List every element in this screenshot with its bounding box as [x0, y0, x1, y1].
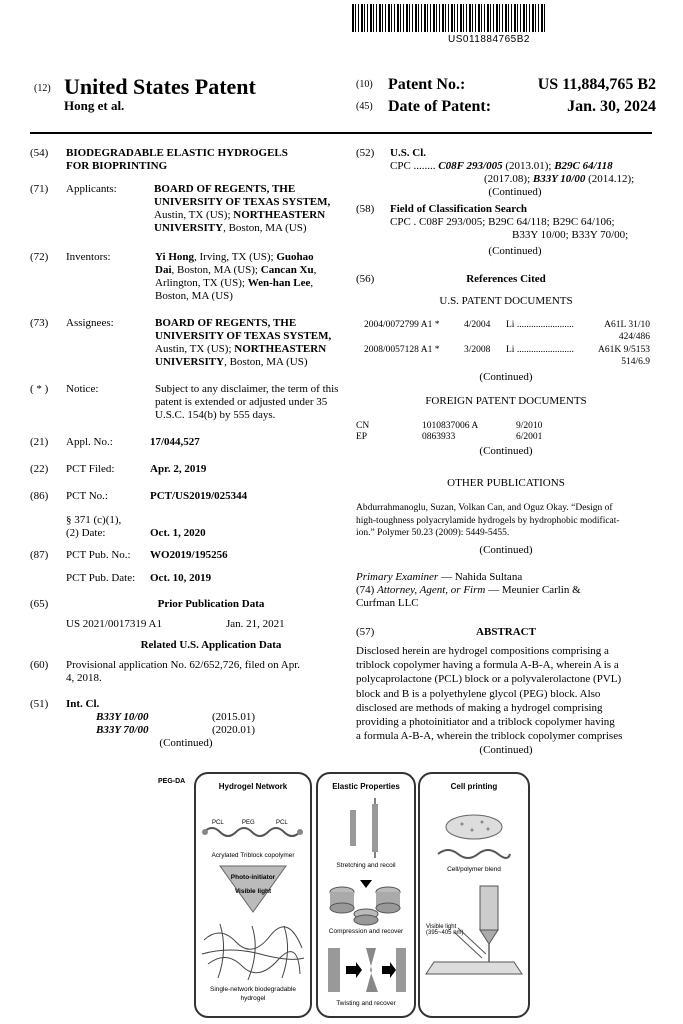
foreign-doc-number: 1010837006 A: [422, 421, 479, 431]
us-doc-class-2: 514/6.9: [621, 357, 650, 367]
applicant-line-4b: , Boston, MA (US): [223, 222, 307, 234]
int-cl-list: [96, 711, 296, 750]
provisional-value: [66, 659, 300, 685]
panel-2-title: Elastic Properties: [332, 782, 400, 791]
pct-pub-label: PCT Pub. No.:: [66, 549, 131, 561]
us-doc-name: Li ........................: [506, 320, 574, 330]
abstract-line-1: Disclosed herein are hydrogel compositions comprising a: [356, 645, 609, 657]
inv-1b: , Irving, TX (US);: [194, 251, 277, 263]
us-cl-continued: (Continued): [488, 186, 542, 198]
foreign-doc-date: 9/2010: [516, 421, 543, 431]
cpc-line-1: [390, 160, 613, 173]
agent-label: Attorney, Agent, or Firm: [377, 584, 486, 596]
code-54: (54): [30, 147, 49, 159]
int-cl-continued: (Continued): [159, 737, 213, 749]
foreign-section: [356, 395, 656, 408]
inv-3c: ,: [310, 277, 314, 289]
twist-drawing: [324, 944, 408, 996]
visible-light-2-line-2: (395~405 nm): [426, 930, 464, 936]
references-heading: References Cited: [466, 273, 546, 285]
prior-heading: Prior Publication Data: [157, 598, 265, 610]
pct-pub-date-value: Oct. 10, 2019: [150, 572, 212, 584]
foreign-continued: (Continued): [479, 445, 533, 457]
code-10: (10): [356, 79, 373, 90]
polymer-chain-drawing: [436, 846, 512, 862]
assignees-value: [155, 317, 355, 369]
cpc-date-3: (2014.12);: [585, 173, 635, 185]
applicants-label: Applicants:: [66, 183, 117, 195]
us-cl-label: U.S. Cl.: [390, 147, 427, 159]
foreign-doc-date: 6/2001: [516, 432, 543, 442]
pct-no-value: PCT/US2019/025344: [150, 490, 248, 502]
s371-line-1: § 371 (c)(1),: [66, 514, 122, 526]
other-pub-section: [356, 477, 656, 490]
panel-1-title: Hydrogel Network: [218, 782, 288, 791]
figure-panel-cell-printing: [418, 772, 530, 1018]
us-doc-class-2: 424/486: [618, 332, 650, 342]
foreign-doc-country: CN: [356, 421, 370, 431]
notice-1: Subject to any disclaimer, the term of this: [155, 383, 339, 395]
abstract-line-7: a formula A-B-A, wherein the triblock copolymer comprises: [356, 730, 623, 743]
twist-caption: Twisting and recover: [336, 1000, 396, 1007]
asg-4a: UNIVERSITY: [155, 356, 225, 368]
foreign-doc-row: [356, 431, 656, 442]
us-doc-date: 4/2004: [464, 320, 491, 330]
invention-title: [66, 147, 288, 173]
related-heading: Related U.S. Application Data: [140, 639, 282, 651]
acrylated-caption: Acrylated Triblock copolymer: [211, 852, 295, 859]
cell-blend-caption: Cell/polymer blend: [447, 866, 501, 873]
code-56: (56): [356, 273, 375, 285]
us-docs-table: [356, 319, 656, 383]
code-51: (51): [30, 698, 49, 710]
compress-caption: Compression and recover: [328, 928, 404, 935]
asg-4b: , Boston, MA (US): [224, 356, 308, 368]
patent-number-value: US 11,884,765 B2: [537, 76, 656, 93]
us-doc-class: A61K 9/5153: [598, 345, 650, 355]
inv-1a: Yi Hong: [155, 251, 195, 263]
code-22: (22): [30, 463, 49, 475]
examiner-value: — Nahida Sultana: [438, 571, 523, 583]
us-doc-date: 3/2008: [464, 345, 491, 355]
field-search-label: Field of Classification Search: [390, 203, 527, 215]
applicant-line-3b: NORTHEASTERN: [233, 209, 326, 221]
inv-2a: Dai: [155, 264, 172, 276]
foreign-heading: FOREIGN PATENT DOCUMENTS: [425, 395, 587, 407]
int-cl-1-code: B33Y 10/00: [96, 711, 149, 723]
abstract-line-4: block and B is a polyethylene glycol (PEG) block. Also: [356, 687, 601, 700]
notice-label: Notice:: [66, 383, 99, 395]
code-58: (58): [356, 203, 375, 215]
single-network-caption-1: Single-network biodegradable: [209, 986, 296, 993]
field-search-line-1: CPC . C08F 293/005; B29C 64/118; B29C 64/106;: [390, 216, 615, 228]
visible-light-2-line-1: Visible light: [426, 924, 457, 930]
barcode-number: US011884765B2: [448, 34, 530, 45]
code-65: (65): [30, 598, 49, 610]
inv-3b: Wen-han Lee: [247, 277, 311, 289]
appl-value: 17/044,527: [150, 436, 200, 448]
abstract-heading: ABSTRACT: [476, 626, 536, 638]
us-doc-pub: 2008/0057128 A1 *: [364, 345, 440, 355]
other-pub-text: [356, 502, 656, 556]
peg-label: PEG: [242, 820, 255, 826]
code-73: (73): [30, 317, 49, 329]
pct-no-label: PCT No.:: [66, 490, 108, 502]
cpc-date-1: (2013.01);: [502, 160, 555, 172]
agent-value: — Meunier Carlin &: [485, 584, 581, 596]
us-doc-class: A61L 31/10: [604, 320, 650, 330]
other-pub-line-2: high-toughness polyacrylamide hydrogels by hydrophobic modificat-: [356, 515, 620, 526]
foreign-doc-row: [356, 420, 656, 431]
code-45: (45): [356, 101, 373, 112]
us-doc-row: [356, 319, 656, 344]
panel-3-title: Cell printing: [450, 782, 498, 791]
us-doc-name: Li ........................: [506, 345, 574, 355]
applicant-line-2: UNIVERSITY OF TEXAS SYSTEM,: [154, 196, 331, 208]
code-72: (72): [30, 251, 49, 263]
inv-1c: Guohao: [276, 251, 314, 263]
figure-panel-elastic-properties: [316, 772, 416, 1018]
code-60: (60): [30, 659, 49, 671]
asg-3a: Austin, TX (US);: [155, 343, 235, 355]
visible-light-label: [426, 924, 464, 936]
code-21: (21): [30, 436, 49, 448]
asg-3b: NORTHEASTERN: [234, 343, 327, 355]
hydrogel-network-drawing: [200, 920, 306, 982]
abstract-line-5: disclosed are methods of making a hydrogel comprising: [356, 701, 603, 714]
pct-filed-label: PCT Filed:: [66, 463, 115, 475]
pcl-label-b: PCL: [276, 820, 288, 826]
inv-2c: Cancan Xu: [260, 264, 314, 276]
applicant-line-4a: UNIVERSITY: [154, 222, 224, 234]
prior-pub-date: Jan. 21, 2021: [226, 618, 285, 630]
field-search-continued: (Continued): [488, 245, 542, 257]
int-cl-2-code: B33Y 70/00: [96, 724, 149, 736]
applicants-value: [154, 183, 354, 235]
notice-2: patent is extended or adjusted under 35: [155, 396, 328, 408]
foreign-doc-number: 0863933: [422, 432, 456, 442]
inventor-short: Hong et al.: [64, 98, 125, 113]
inventors-label: Inventors:: [66, 251, 111, 263]
patent-number-row: [356, 76, 656, 96]
visible-light-caption: Visible light: [234, 888, 272, 895]
code-86: (86): [30, 490, 49, 502]
code-57: (57): [356, 626, 375, 638]
notice-value: [155, 383, 355, 422]
inv-4: Boston, MA (US): [155, 290, 233, 302]
header-divider: [30, 132, 652, 134]
patent-number-label: Patent No.:: [388, 76, 466, 93]
s371-label: [66, 514, 121, 540]
us-doc-pub: 2004/0072799 A1 *: [364, 320, 440, 330]
other-pub-heading: OTHER PUBLICATIONS: [447, 477, 565, 489]
title-line-2: FOR BIOPRINTING: [66, 160, 168, 172]
inv-3a: Arlington, TX (US);: [155, 277, 248, 289]
examiner-label: Primary Examiner: [356, 571, 439, 583]
inv-2d: ,: [313, 264, 317, 276]
code-87: (87): [30, 549, 49, 561]
abstract-text: [356, 644, 656, 758]
header-code-12: (12): [34, 83, 51, 94]
single-network-caption-2: hydrogel: [240, 995, 266, 1002]
us-docs-heading: U.S. PATENT DOCUMENTS: [439, 295, 573, 307]
prior-pub-number: US 2021/0017319 A1: [66, 618, 162, 630]
abstract-continued: (Continued): [479, 744, 533, 757]
asg-1: BOARD OF REGENTS, THE: [155, 317, 297, 329]
us-docs-list: [356, 319, 656, 369]
inventors-value: [155, 251, 355, 303]
int-cl-1-date: (2015.01): [212, 711, 256, 723]
s371-line-2: (2) Date:: [66, 527, 106, 539]
cpc-code-1: C08F 293/005: [438, 160, 503, 172]
foreign-doc-country: EP: [356, 432, 368, 442]
cpc-prefix: CPC ........: [390, 160, 439, 172]
date-label: Date of Patent:: [388, 98, 492, 115]
field-search-line-2: B33Y 10/00; B33Y 70/00;: [512, 229, 629, 241]
agent-line-2: Curfman LLC: [356, 597, 419, 609]
triblock-chain-drawing: [202, 814, 304, 842]
provisional-line-2: 4, 2018.: [66, 672, 102, 684]
cell-blend-drawing: [444, 812, 504, 842]
us-doc-row: [356, 344, 656, 369]
int-cl-label: Int. Cl.: [66, 698, 100, 710]
examiner-section: [356, 571, 656, 610]
assignees-label: Assignees:: [66, 317, 114, 329]
stretch-caption: Stretching and recoil: [336, 862, 396, 869]
foreign-docs-list: [356, 420, 656, 442]
foreign-docs-table: [356, 420, 656, 457]
us-docs-continued: (Continued): [479, 371, 533, 383]
barcode: [352, 4, 546, 32]
compress-drawing: [326, 872, 406, 926]
s371-value: Oct. 1, 2020: [150, 527, 206, 539]
figure-corner-label: PEG-DA: [158, 778, 186, 785]
notice-3: U.S.C. 154(b) by 555 days.: [155, 409, 276, 421]
document-title: United States Patent: [64, 74, 256, 99]
code-notice: ( * ): [30, 383, 49, 395]
cpc-code-2: B29C 64/118: [554, 160, 613, 172]
abstract-line-3: polycaprolactone (PCL) block or a polyvalerolactone (PVL): [356, 673, 622, 686]
pct-pub-value: WO2019/195256: [150, 549, 228, 561]
photo-initiator-caption: Photo-initiator: [230, 874, 276, 881]
title-line-1: BIODEGRADABLE ELASTIC HYDROGELS: [66, 147, 288, 159]
code-71: (71): [30, 183, 49, 195]
int-cl-2-date: (2020.01): [212, 724, 256, 736]
other-pub-continued: (Continued): [479, 543, 533, 556]
asg-2: UNIVERSITY OF TEXAS SYSTEM,: [155, 330, 332, 342]
cpc-code-3: B33Y 10/00: [532, 173, 586, 185]
abstract-line-6: providing a photoinitiator and a triblock copolymer having: [356, 716, 615, 729]
appl-label: Appl. No.:: [66, 436, 113, 448]
code-74: (74): [356, 584, 375, 596]
date-value: Jan. 30, 2024: [567, 98, 656, 115]
other-pub-line-3: ion.” Polymer 50.23 (2009): 5449-5455.: [356, 528, 510, 538]
cpc-line-2: [484, 173, 634, 186]
pcl-label-a: PCL: [212, 820, 224, 826]
provisional-line-1: Provisional application No. 62/652,726, filed on Apr.: [66, 659, 301, 671]
abstract-line-2: triblock copolymer having a formula A-B-A, wherein A is a: [356, 659, 619, 672]
pct-filed-value: Apr. 2, 2019: [150, 463, 207, 475]
cpc-date-2: (2017.08);: [484, 173, 533, 185]
patent-date-row: [356, 98, 656, 118]
other-pub-line-1: Abdurrahmanoglu, Suzan, Volkan Can, and Oguz Okay. “Design of: [356, 503, 613, 513]
applicant-line-1: BOARD OF REGENTS, THE: [154, 183, 296, 195]
pct-pub-date-label: PCT Pub. Date:: [66, 572, 136, 584]
stretch-drawing: [342, 798, 390, 858]
inv-2b: , Boston, MA (US);: [171, 264, 261, 276]
code-52: (52): [356, 147, 375, 159]
figure-panel-hydrogel-network: [194, 772, 312, 1018]
applicant-line-3a: Austin, TX (US);: [154, 209, 234, 221]
